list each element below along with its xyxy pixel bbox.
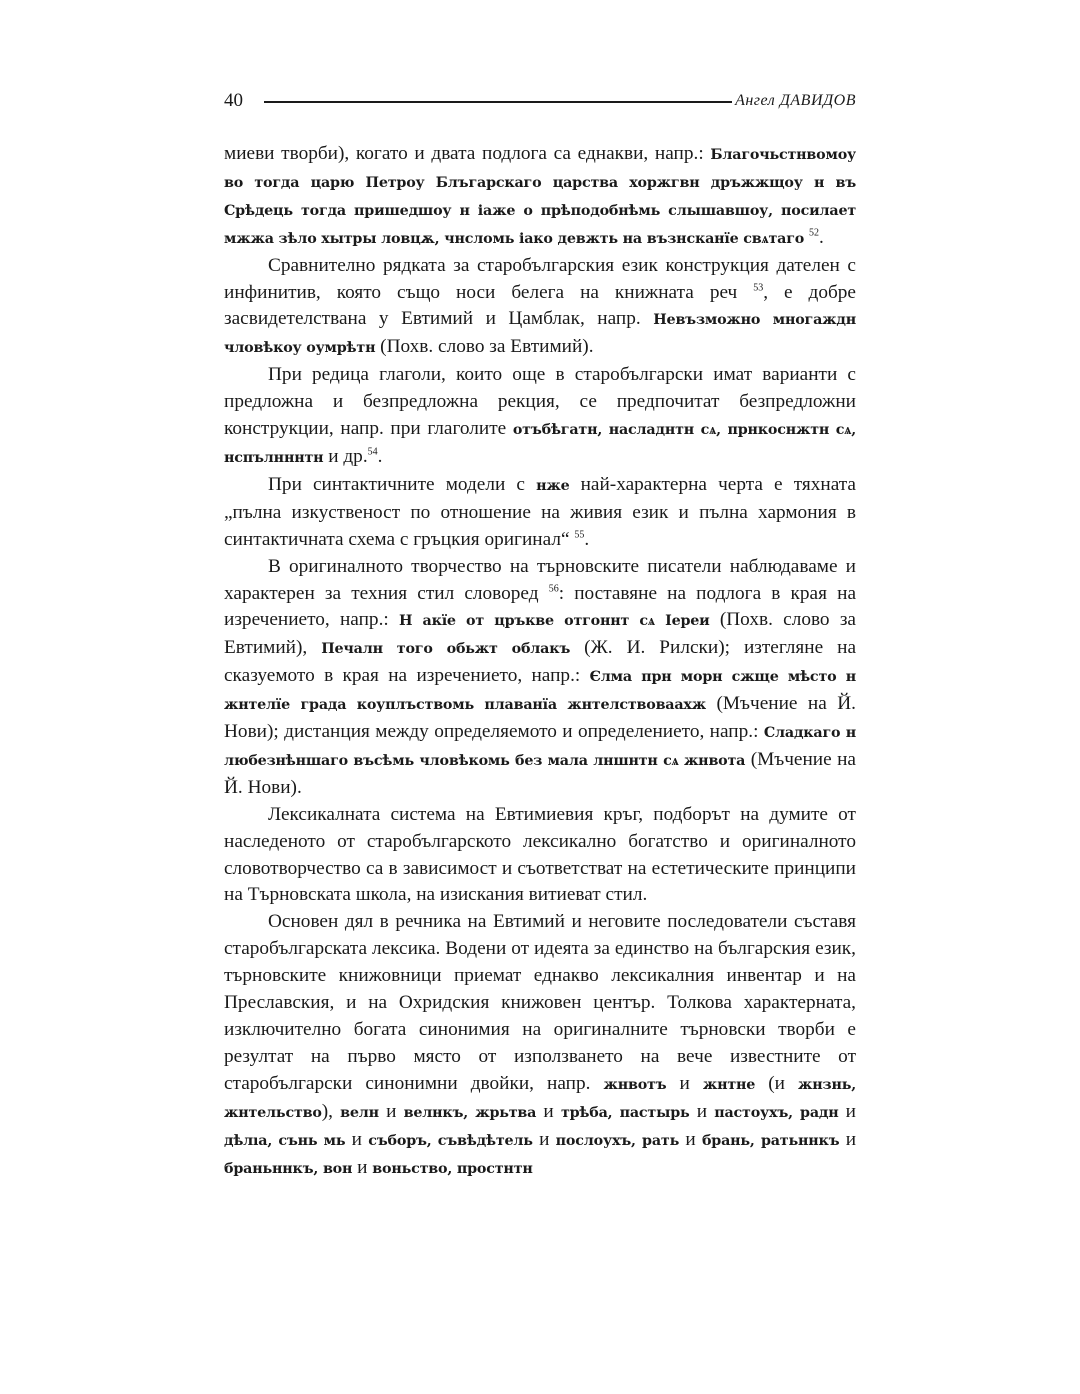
text-span: : поставяне на подлога в края на изречението, напр.: — [224, 582, 856, 631]
old-bulgarian-quote: нже — [536, 477, 570, 494]
text-span: (Похв. слово за Евтимий). — [375, 336, 594, 358]
old-bulgarian-quote: Печалн того обьжт облакъ — [321, 641, 571, 658]
text-span: При редица глаголи, които още в старобългарски имат варианти с предложна и безпредложна рекция, се предпочитат безпредложни конструкции, напр. при глаголите — [224, 364, 856, 440]
text-span: и — [378, 1100, 404, 1122]
old-bulgarian-word: браньннкъ, вон — [224, 1160, 353, 1177]
old-bulgarian-word: воньство, простнтн — [372, 1160, 533, 1177]
paragraph-5 — [224, 554, 856, 802]
text-span: Лексикалната система на Евтимиевия кръг, подборът на думите от наследеното от старобългарското лексикално богатство и оригиналното словотворчество са в зависимост и съответстват на естетическите принципи на Търновската школа, на изискания витиеват стил. — [224, 803, 856, 906]
old-bulgarian-word: жнзнь, жнтельство — [224, 1076, 856, 1121]
old-bulgarian-word: жнтне — [702, 1076, 756, 1093]
old-bulgarian-word: трѣба, пастырь — [560, 1104, 690, 1121]
paragraph-3 — [224, 362, 856, 472]
footnote-ref: 52 — [808, 227, 819, 239]
old-bulgarian-quote: Н акїе от цръкве отгоннт сѧ Іереи — [399, 613, 710, 630]
text-span: миеви творби), когато и двата подлога са еднакви, напр.: — [224, 143, 711, 164]
text-span: (Ж. И. Рилски); изтегляне на сказуемото в края на изречението, напр.: — [224, 637, 857, 687]
old-bulgarian-word: брань, ратьннкъ — [701, 1132, 840, 1149]
old-bulgarian-word: пастоухъ, радн — [714, 1104, 839, 1121]
old-bulgarian-word: жнвотъ — [603, 1076, 667, 1093]
text-span: ), — [321, 1100, 341, 1122]
paragraph-2 — [224, 253, 856, 363]
old-bulgarian-quote: Невъзможно многаждн чловѣкоу оумрѣтн — [224, 312, 857, 357]
footnote-ref: 56 — [548, 583, 559, 595]
old-bulgarian-word: велн — [340, 1104, 379, 1121]
text-span: и — [839, 1128, 857, 1150]
text-span: и — [838, 1100, 856, 1122]
old-bulgarian-quote: отъбѣгатн, насладнтн сѧ, прнкоснжтн сѧ, нспълнннтн — [224, 422, 856, 466]
old-bulgarian-word: съборъ, съвѣдѣтель — [368, 1132, 533, 1149]
paragraph-6 — [224, 802, 856, 910]
text-span: (Мъчение на Й. Нови); дистанция между определяемото и определението, напр.: — [224, 693, 856, 743]
text-span: Сравнително рядката за старобългарския език конструкция дателен с инфинитив, която също носи белега на книжната реч — [224, 254, 856, 303]
running-header — [224, 88, 856, 114]
main-text — [224, 141, 856, 1182]
footnote-ref: 54 — [367, 446, 378, 458]
old-bulgarian-word: послоухъ, рать — [555, 1132, 680, 1149]
text-span: , е добре засвидетелствана у Евтимий и Цамблак, напр. — [224, 281, 856, 330]
footnote-ref: 53 — [753, 282, 764, 294]
running-head-author: Ангел ДАВИДОВ — [735, 92, 856, 109]
text-span: и — [536, 1100, 561, 1122]
text-span: и — [532, 1128, 556, 1150]
old-bulgarian-quote: Єлма прн морн сжще мѣсто н жнтелїе града коуплъствомь плаванїа жнтелствоваахж — [224, 669, 856, 714]
text-span: и — [345, 1128, 369, 1150]
text-span: . — [377, 445, 383, 467]
text-span: и — [666, 1072, 703, 1094]
text-span: При синтактичните модели с — [268, 473, 537, 495]
text-span: (и — [755, 1072, 799, 1094]
old-bulgarian-quote: Сладкаго н любезнѣншаго въсѣмь чловѣкомь без мала лншнтн сѧ жнвота — [224, 725, 856, 769]
text-span: (Похв. слово за Евтимий), — [224, 609, 856, 659]
text-span: и — [679, 1128, 702, 1150]
old-bulgarian-word: дѣлıа, сънь мь — [224, 1132, 346, 1149]
page-number: 40 — [224, 90, 243, 111]
text-span: . — [584, 528, 590, 550]
text-span: и — [352, 1156, 373, 1178]
text-span: (Мъчение на Й. Нови). — [224, 748, 856, 798]
paragraph-1 — [224, 141, 856, 253]
paragraph-7 — [224, 909, 856, 1182]
old-bulgarian-word: велнкъ, жрьтва — [403, 1104, 537, 1121]
text-span: . — [818, 226, 824, 248]
text-span: В оригиналното творчество на търновските писатели наблюдаваме и характерен за техния стил словоред — [224, 555, 856, 604]
paragraph-4 — [224, 472, 856, 554]
text-span: най-характерна черта е тяхната „пълна изкуственост по отношение на живия език и пълна хармония в синтактичната схема с гръцкия оригинал“ — [224, 473, 856, 550]
text-span: Основен дял в речника на Евтимий и неговите последователи съставя старобългарската лексика. Водени от идеята за единство на българския език, търновските книжовници приемат еднакво лексикалния инвентар и на Преславския, и на Охридския книжовен център. Толкова характерната, изключително богата синонимия на оригиналните търновски творби е резултат на първо място от използването на вече известните от старобългарски синонимни двойки, напр. — [224, 911, 856, 1094]
footnote-ref: 55 — [574, 529, 585, 541]
header-rule — [264, 101, 732, 103]
text-span: и др. — [323, 445, 368, 467]
text-span: и — [689, 1100, 715, 1122]
old-bulgarian-quote: Благочьстнвомоу во тогда царю Петроу Блъгарскаго царства хоржгвн дръжжщоу н въ Срѣдець тогда пришедшоу н іаже о прѣподобнѣмь слышавшоу, посилает мжжа зѣло хытры ловцѫ, чнсломь іако девжть на възнсканїе свѧтаго — [224, 147, 856, 247]
